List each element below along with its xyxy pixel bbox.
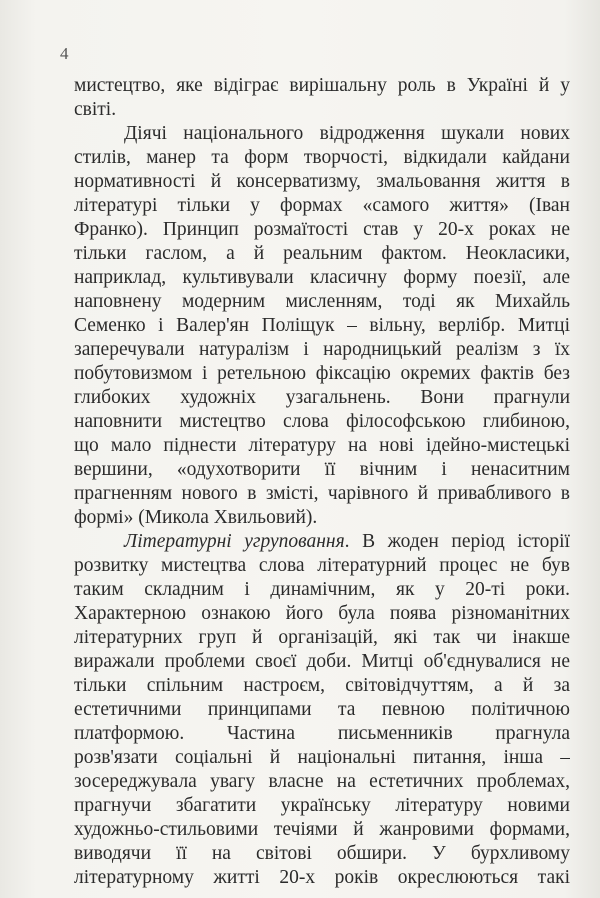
line-text: літературних груп й організацій, які так чи інакше — [74, 627, 570, 648]
line-text: побутовизмом і ретельною фіксацію окремих фактів без — [74, 363, 570, 384]
line-text: художньо-стильовими течіями й жанровими формами, — [74, 819, 570, 840]
line-text: таким складним і динамічним, як у 20-ті роки. — [74, 579, 570, 600]
line-text: літературному житті 20-х років окреслюються такі — [74, 867, 570, 888]
line-text: глибоких художніх узагальнень. Вони прагнули — [74, 387, 570, 408]
text-line — [74, 746, 570, 770]
text-line — [74, 410, 570, 434]
line-text: Характерною ознакою його була поява різноманітних — [74, 603, 570, 624]
line-text: наприклад, культивували класичну форму поезії, але — [74, 267, 570, 288]
line-text: літературі тільки у формах «самого життя» (Іван — [74, 195, 570, 216]
line-text: наповнену модерним мисленням, тоді як Михайль — [74, 291, 570, 312]
text-line — [74, 242, 570, 266]
text-line — [74, 290, 570, 314]
text-line — [74, 530, 570, 554]
text-line — [74, 866, 570, 890]
line-text: розв'язати соціальні й національні питання, інша – — [74, 747, 570, 768]
text-line — [74, 338, 570, 362]
section-heading-italic: Літературні угруповання — [124, 531, 345, 552]
body-text — [74, 74, 570, 890]
line-text: прагнучи збагатити українську літературу новими — [74, 795, 570, 816]
text-line — [74, 770, 570, 794]
text-line — [74, 74, 570, 98]
text-line — [74, 482, 570, 506]
text-line — [74, 194, 570, 218]
text-line — [74, 434, 570, 458]
line-text: . В жоден період історії — [344, 531, 570, 552]
text-line — [74, 650, 570, 674]
line-text: нормативності й консерватизму, змальовання життя в — [74, 171, 570, 192]
line-text: що мало піднести літературу на нові ідейно-мистецькі — [74, 435, 570, 456]
line-text: тільки гаслом, а й реальним фактом. Неокласики, — [74, 243, 570, 264]
text-line — [74, 602, 570, 626]
text-line — [74, 698, 570, 722]
line-text: прагненням нового в змісті, чарівного й привабливого в — [74, 483, 570, 504]
line-text: Діячі національного відродження шукали нових — [124, 123, 570, 144]
text-line — [74, 362, 570, 386]
line-text: тільки спільним настроєм, світовідчуттям, а й за — [74, 675, 570, 696]
text-line — [74, 122, 570, 146]
text-line — [74, 794, 570, 818]
line-text: стилів, манер та форм творчості, відкидали кайдани — [74, 147, 570, 168]
text-line — [74, 842, 570, 866]
text-line — [74, 218, 570, 242]
line-text: платформою. Частина письменників прагнула — [74, 723, 570, 744]
text-line — [74, 458, 570, 482]
page-number: 4 — [60, 44, 69, 63]
text-line — [74, 170, 570, 194]
line-text: виводячи її на світові обшири. У бурхливому — [74, 843, 570, 864]
text-line — [74, 266, 570, 290]
text-line — [74, 314, 570, 338]
line-text: вершини, «одухотворити її вічним і ненаситним — [74, 459, 570, 480]
line-text: Франко). Принцип розмаїтості став у 20-х роках не — [74, 219, 570, 240]
text-line — [74, 386, 570, 410]
line-text: розвитку мистецтва слова літературний процес не був — [74, 555, 570, 576]
text-line — [74, 146, 570, 170]
text-line — [74, 818, 570, 842]
text-line — [74, 554, 570, 578]
line-text: естетичними принципами та певною політичною — [74, 699, 570, 720]
line-text: заперечували натуралізм і народницький реалізм з їх — [74, 339, 570, 360]
line-text: мистецтво, яке відіграє вирішальну роль в Україні й у — [74, 75, 570, 96]
line-text: виражали проблеми своєї доби. Митці об'єднувалися не — [74, 651, 570, 672]
line-text: світі. — [74, 99, 117, 120]
line-text: наповнити мистецтво слова філософською глибиною, — [74, 411, 570, 432]
text-line — [74, 626, 570, 650]
line-text: формі» (Микола Хвильовий). — [74, 507, 318, 528]
line-text: зосереджувала увагу власне на естетичних проблемах, — [74, 771, 570, 792]
text-line — [74, 578, 570, 602]
text-line — [74, 506, 570, 530]
text-line — [74, 98, 570, 122]
text-line — [74, 674, 570, 698]
line-text: Семенко і Валер'ян Поліщук – вільну, верлібр. Митці — [74, 315, 570, 336]
text-line — [74, 722, 570, 746]
